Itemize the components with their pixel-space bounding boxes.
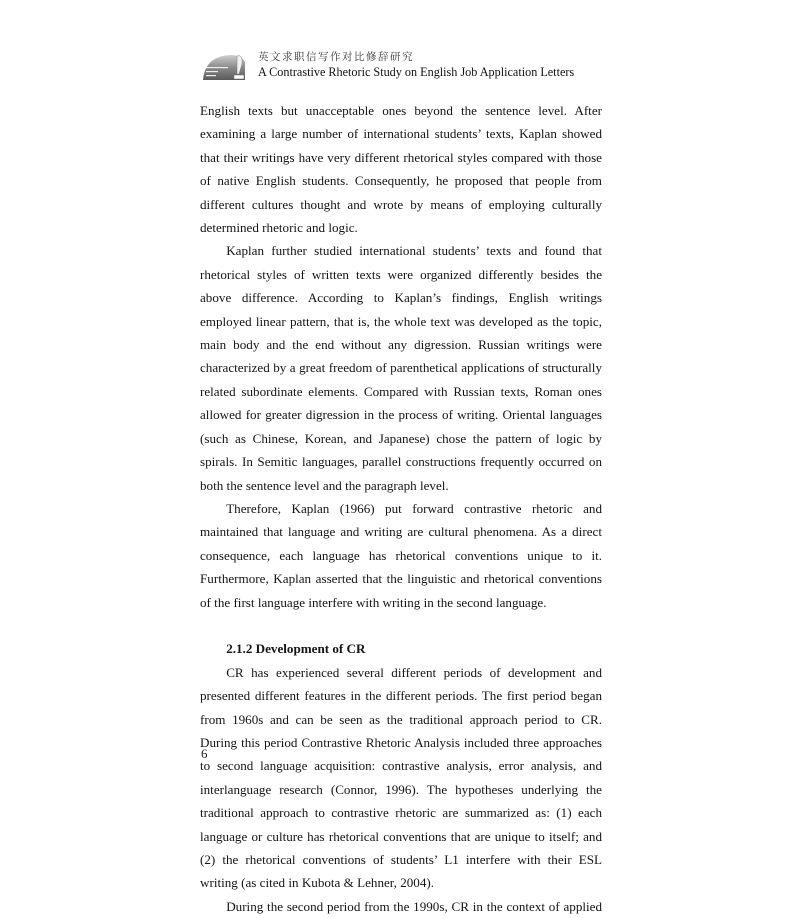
section-spacer: [200, 614, 602, 637]
paragraph-kaplan-conclusion: Therefore, Kaplan (1966) put forward contrastive rhetoric and maintained that language and writing are cultural phenomena. As a direct consequence, each language has rhetorical conventions unique to it. Furthermore, Kaplan asserted that the linguistic and rhetorical conventions of the first language interfere with writing in the second language.: [200, 500, 602, 610]
header-title-chinese: 英文求职信写作对比修辞研究: [258, 51, 414, 63]
running-header: [201, 50, 621, 86]
page-number: 6: [201, 746, 208, 761]
paragraph-cr-development: CR has experienced several different periods of development and presented different features in the different periods. The first period began from 1960s and can be seen as the traditional approach period to CR. During this period Contrastive Rhetoric Analysis included three approaches to second language acquisition: contrastive analysis, error analysis, and interlanguage research (Connor, 1996). The hypotheses underlying the traditional approach to contrastive rhetoric are summarized as: (1) each language or culture has rhetorical conventions that are unique to itself; and (2) the rhetorical conventions of students’ L1 interfere with their ESL writing (as cited in Kubota & Lehner, 2004).: [200, 664, 602, 891]
page-body: [200, 99, 602, 918]
section-heading: 2.1.2 Development of CR: [226, 641, 366, 657]
book-logo-icon: [201, 52, 251, 82]
paragraph-second-period: During the second period from the 1990s, CR in the context of applied: [226, 898, 602, 914]
paragraph-continuation: English texts but unacceptable ones beyond the sentence level. After examining a large number of international students’ texts, Kaplan showed that their writings have very different rhetorical styles compared with those of native English students. Consequently, he proposed that people from different cultures thought and wrote by means of employing culturally determined rhetoric and logic.: [200, 103, 602, 236]
paragraph-kaplan-findings: Kaplan further studied international students’ texts and found that rhetorical styles of written texts were organized differently besides the above difference. According to Kaplan’s findings, English writings employed linear pattern, that is, the whole text was developed as the topic, main body and the end without any digression. Russian writings were characterized by a great freedom of parenthetical applications of structurally related subordinate elements. Compared with Russian texts, Roman ones allowed for greater digression in the process of writing. Oriental languages (such as Chinese, Korean, and Japanese) chose the pattern of logic by spirals. In Semitic languages, parallel constructions frequently occurred on both the sentence level and the paragraph level.: [200, 243, 602, 493]
header-title-english: A Contrastive Rhetoric Study on English Job Application Letters: [258, 65, 575, 79]
